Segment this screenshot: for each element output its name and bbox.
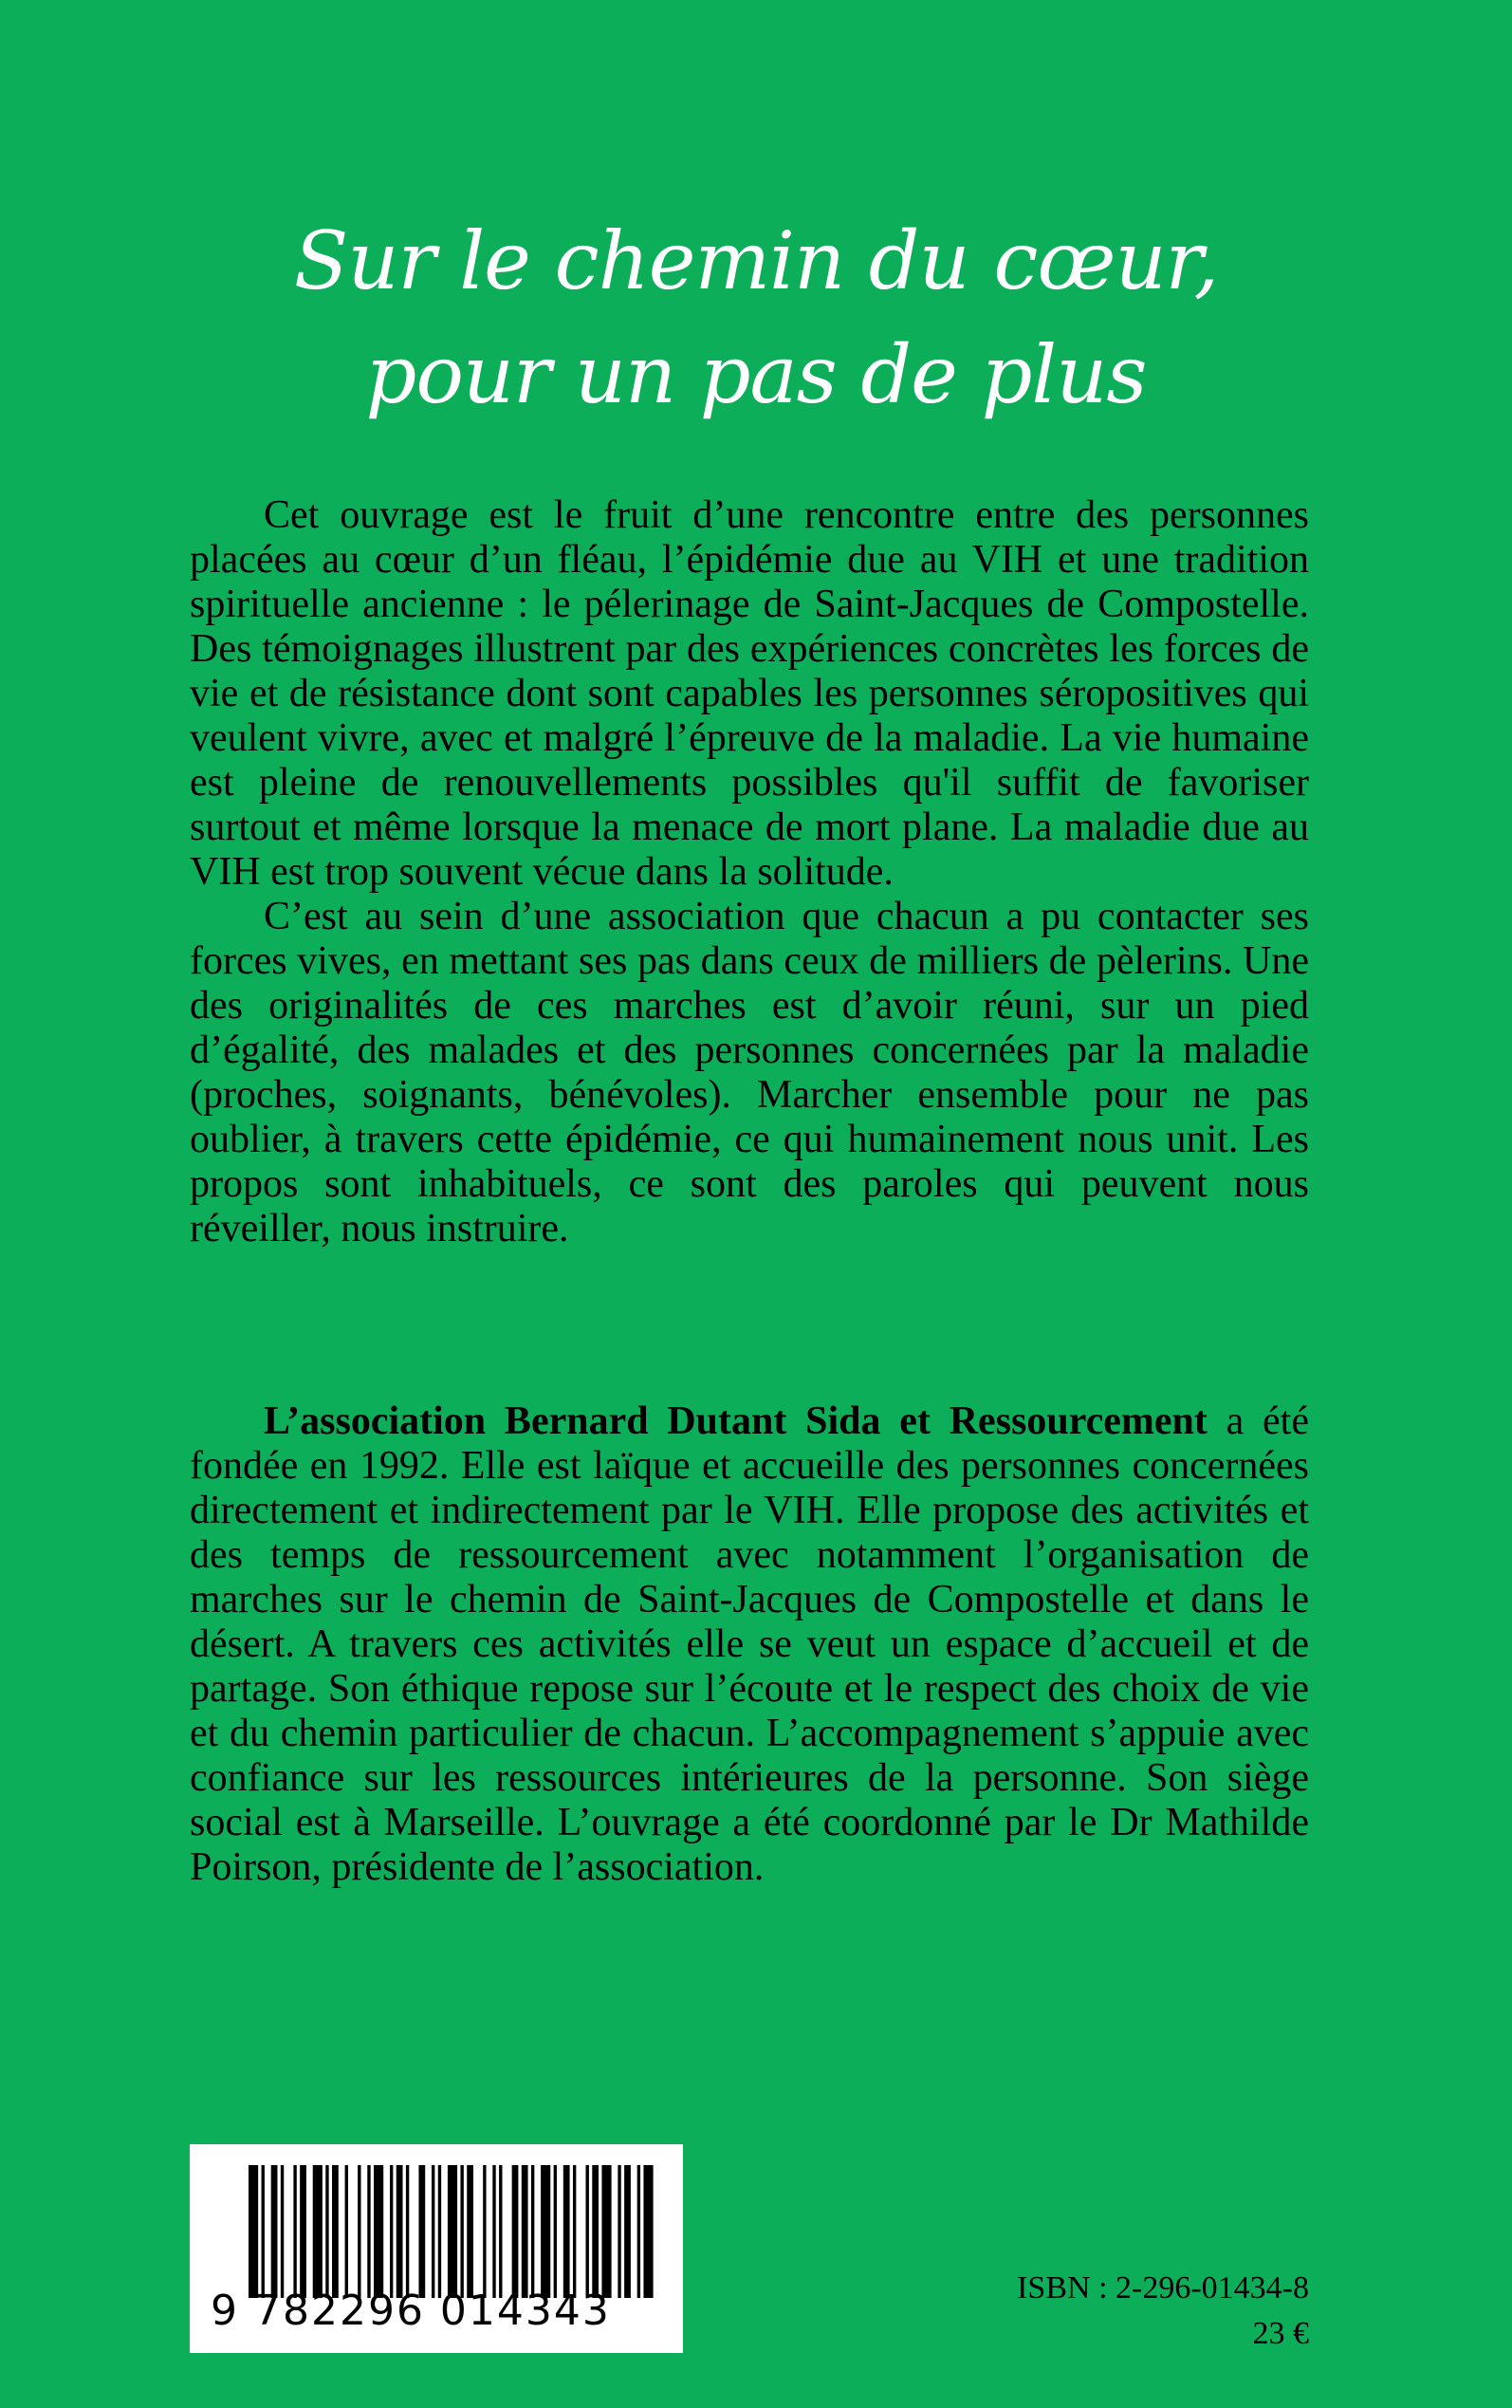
barcode-bar bbox=[483, 2165, 486, 2298]
barcode-bar bbox=[438, 2165, 441, 2298]
price: 23 € bbox=[1252, 2316, 1309, 2351]
association-name: L’association Bernard Dutant Sida et Ressourcement bbox=[264, 1399, 1208, 1443]
barcode-bar bbox=[618, 2165, 620, 2298]
barcode-bar bbox=[293, 2165, 296, 2298]
barcode-bar bbox=[313, 2165, 323, 2298]
barcode-bar bbox=[249, 2165, 258, 2298]
barcode-bar bbox=[492, 2165, 495, 2298]
blurb-paragraph-2: C’est au sein d’une association que chacun a pu contacter ses forces vives, en mettant ses pas dans ceux de milliers de pèlerins. Une des originalités de ces marches est d’avoir réuni, sur un pied d’égalité, des malades et des personnes concernées par la maladie (proches, soignants, bénévoles). Marcher ensemble pour ne pas oublier, à travers cette épidémie, ce qui humainement nous unit. Les propos sont inhabituels, ce sont des paroles qui peuvent nous réveiller, nous instruire. bbox=[190, 895, 1309, 1250]
barcode-bar bbox=[358, 2165, 360, 2298]
barcode-bar bbox=[460, 2165, 463, 2298]
book-title bbox=[190, 204, 1322, 432]
barcode-bar bbox=[390, 2165, 393, 2298]
barcode-bar bbox=[586, 2165, 589, 2298]
association-paragraph bbox=[190, 1399, 1309, 1890]
barcode-bar bbox=[499, 2165, 502, 2298]
barcode-bar bbox=[601, 2165, 611, 2298]
barcode-bars bbox=[249, 2165, 656, 2298]
title-line-1: Sur le chemin du cœur, bbox=[293, 214, 1219, 307]
barcode-bar bbox=[345, 2165, 348, 2298]
barcode-bar bbox=[332, 2165, 339, 2298]
barcode-bar bbox=[374, 2165, 383, 2298]
barcode-bar bbox=[592, 2165, 599, 2298]
barcode-bar bbox=[281, 2165, 284, 2298]
barcode-label bbox=[190, 2144, 683, 2353]
barcode-bar bbox=[573, 2165, 576, 2298]
barcode-bar bbox=[300, 2165, 306, 2298]
isbn: ISBN : 2-296-01434-8 bbox=[1017, 2270, 1309, 2306]
barcode-bar bbox=[522, 2165, 528, 2298]
barcode-bar bbox=[396, 2165, 403, 2298]
blurb-paragraph-1: Cet ouvrage est le fruit d’une rencontre entre des personnes placées au cœur d’un fléau, l’épidémie due au VIH et une tradition spirituelle ancienne : le pélerinage de Saint-Jacques de Compostelle. Des témoignages illustrent par des expériences concrètes les forces de vie et de résistance dont sont capables les personnes séropositives qui veulent vivre, avec et malgré l’épreuve de la maladie. La vie humaine est pleine de renouvellements possibles qu'il suffit de favoriser surtout et même lorsque la menace de mort plane. La maladie due au VIH est trop souvent vécue dans la solitude. bbox=[190, 493, 1309, 894]
barcode-bar bbox=[418, 2165, 425, 2298]
barcode-bar bbox=[624, 2165, 631, 2298]
barcode-bar bbox=[406, 2165, 409, 2298]
blurb bbox=[190, 493, 1309, 1251]
barcode-digits: 9 782296 014343 bbox=[211, 2287, 611, 2335]
barcode-bar bbox=[554, 2165, 557, 2298]
barcode-bar bbox=[512, 2165, 519, 2298]
title-line-2: pour un pas de plus bbox=[365, 328, 1147, 421]
association-body: a été fondée en 1992. Elle est laïque et accueille des personnes concernées directement et indirectement par le VIH. Elle propose des activités et des temps de ressourcement avec notamment l’organisation de marches sur le chemin de Saint-Jacques de Compostelle et dans le désert. A travers ces activités elle se veut un espace d’accueil et de partage. Son éthique repose sur l’écoute et le respect des choix de vie et du chemin particulier de chacun. L’accompagnement s’appuie avec confiance sur les ressources intérieures de la personne. Son siège social est à Marseille. L’ouvrage a été coordonné par le Dr Mathilde Poirson, présidente de l’association. bbox=[190, 1399, 1309, 1889]
barcode-bar bbox=[432, 2165, 434, 2298]
barcode-bar bbox=[563, 2165, 570, 2298]
barcode-bar bbox=[448, 2165, 457, 2298]
barcode-bar bbox=[271, 2165, 278, 2298]
barcode-bar bbox=[262, 2165, 265, 2298]
barcode-bar bbox=[531, 2165, 534, 2298]
association-description bbox=[190, 1399, 1309, 1890]
barcode-graphic bbox=[249, 2165, 656, 2298]
barcode-bar bbox=[467, 2165, 473, 2298]
barcode-bar bbox=[541, 2165, 550, 2298]
barcode-bar bbox=[643, 2165, 653, 2298]
barcode-bar bbox=[367, 2165, 370, 2298]
barcode-bar bbox=[325, 2165, 328, 2298]
barcode-bar bbox=[637, 2165, 640, 2298]
